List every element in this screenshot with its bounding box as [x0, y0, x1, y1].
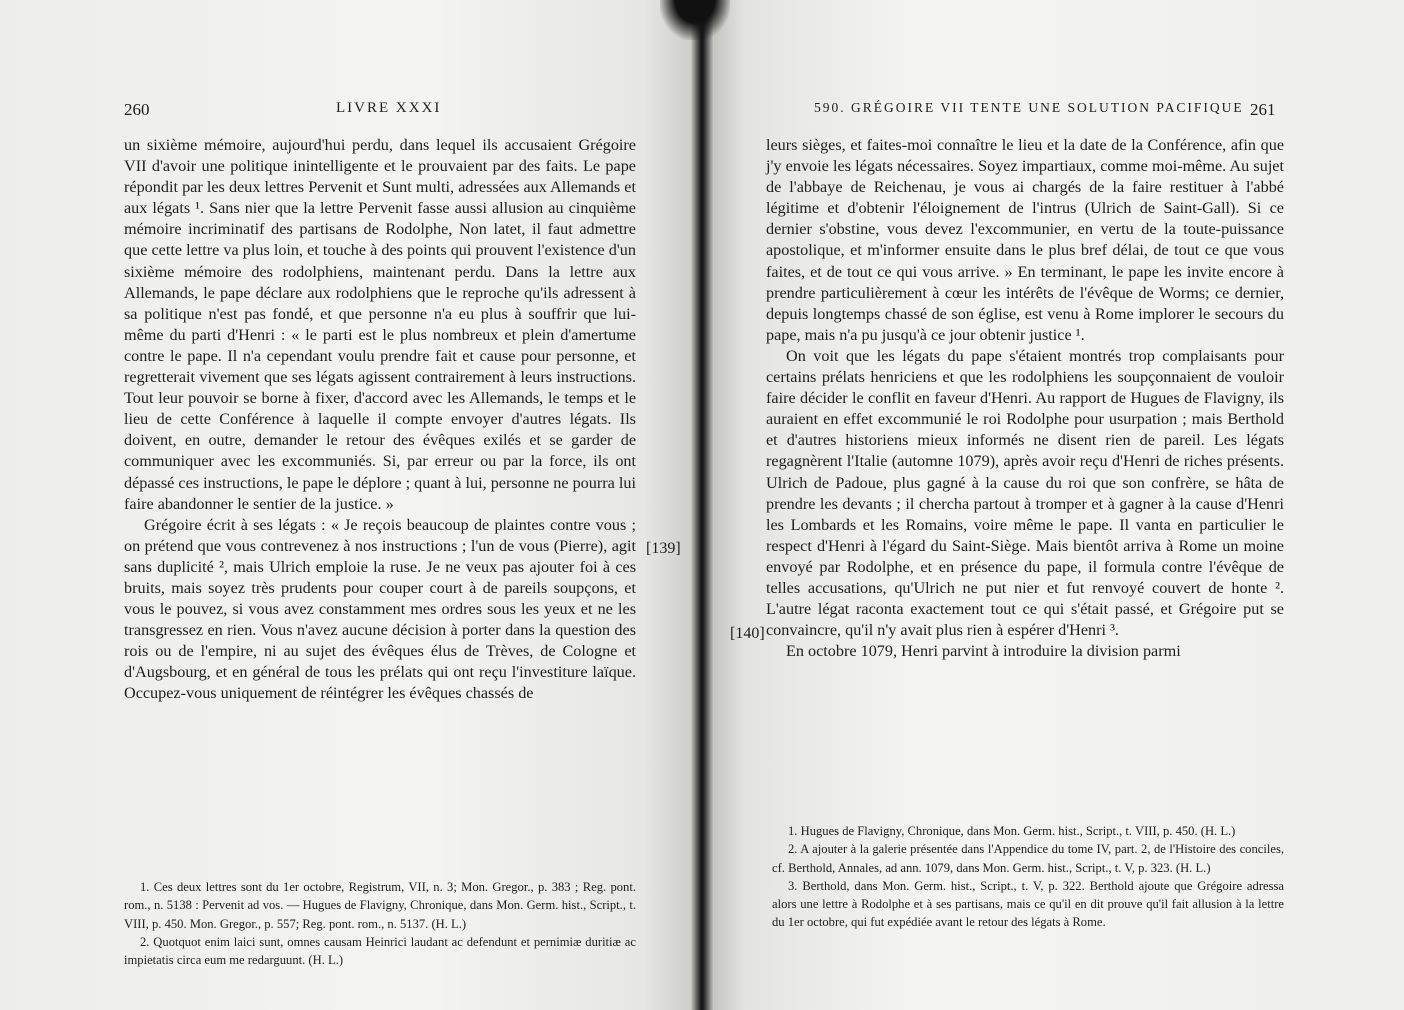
paragraph: On voit que les légats du pape s'étaient montrés trop complaisants pour certains prélats henriciens et que les rodolphiens les soupçonnaient de vouloir faire décider le conflit en faveur d'Henri. Au rapport de Hugues de Flavigny, ils auraient en effet excommunié le roi Rodolphe pour usurpation ; mais Berthold et d'autres historiens mieux informés ne disent rien de pareil. Les légats regagnèrent l'Italie (automne 1079), après avoir reçu d'Henri de riches présents. Ulrich de Padoue, plus gagné à la cause du roi que son confrère, se hâta de prendre les devants ; il chercha partout à tromper et à gagner à la cause d'Henri les Lombards et les Romains, voire même le pape. Il vanta en particulier le respect d'Henri à l'égard du Saint-Siège. Mais bientôt arriva à Rome un moine envoyé par Rodolphe, et en présence du pape, il formula contre l'évêque de telles accusations, qu'Ulrich ne put nier et fut renvoyé couvert de honte ². L'autre légat raconta exactement tout ce qui s'était passé, et Grégoire put se convaincre, qu'il n'y avait plus rien à espérer d'Henri ³. [766, 346, 1284, 640]
margin-reference: [140] [730, 625, 765, 642]
footnote: 1. Ces deux lettres sont du 1er octobre, Registrum, VII, n. 3; Mon. Gregor., p. 383 ; Reg. pont. rom., n. 5138 : Pervenit ad vos. — Hugues de Flavigny, Chronique, dans Mon. Germ. hist., Script., t. VIII, p. 450. Mon. Gregor., p. 557; Reg. pont. rom., n. 5137. (H. L.) [124, 880, 636, 931]
paragraph: Grégoire écrit à ses légats : « Je reçois beaucoup de plaintes contre vous ; on prétend que vous contrevenez à nos instructions ; l'un de vous (Pierre), agit sans duplicité ², mais Ulrich emploie la ruse. Je ne veux pas ajouter foi à ces bruits, mais soyez très prudents pour couper court à de pareils soupçons, et vous le pouvez, si vous avez constamment mes ordres sous les yeux et ne les transgressez en rien. Vous n'avez aucune décision à porter dans la question des rois ou de l'empire, ni au sujet des évêques élus de Trèves, de Cologne et d'Augsbourg, et en général de tous les prélats qui ont reçu l'investiture laïque. Occupez-vous uniquement de réintégrer les évêques chassés de [124, 515, 636, 703]
footnotes [772, 822, 1284, 932]
footnotes [124, 878, 636, 969]
left-page [0, 0, 700, 1010]
footnote: 3. Berthold, dans Mon. Germ. hist., Script., t. V, p. 322. Berthold ajoute que Grégoire adressa alors une lettre à Rodolphe et à ses partisans, mais ce qu'il en dit prouve qu'il fait allusion à la lettre du 1er octobre, qui fut expédiée avant le retour des légats à Rome. [772, 878, 1284, 930]
page-number: 261 [1250, 100, 1276, 119]
footnote: 2. A ajouter à la galerie présentée dans l'Appendice du tome IV, part. 2, de l'Histoire des conciles, cf. Berthold, Annales, ad ann. 1079, dans Mon. Germ. hist., Script., t. V, p. 323. (H. L.) [772, 842, 1284, 875]
right-page [704, 0, 1404, 1010]
running-head: LIVRE XXXI [336, 100, 442, 116]
page-number: 260 [124, 100, 150, 119]
footnote: 1. Hugues de Flavigny, Chronique, dans Mon. Germ. hist., Script., t. VIII, p. 450. (H. L.) [788, 824, 1236, 838]
book-gutter [690, 0, 714, 1010]
margin-reference: [139] [646, 540, 681, 557]
body-text [766, 135, 1284, 662]
paragraph: En octobre 1079, Henri parvint à introduire la division parmi [786, 642, 1181, 661]
gutter-shadow [660, 0, 730, 40]
paragraph: leurs sièges, et faites-moi connaître le lieu et la date de la Conférence, afin que j'y envoie les légats nécessaires. Soyez impartiaux, comme moi-même. Au sujet de l'abbaye de Reichenau, je vous ai chargés de la faire restituer à l'abbé légitime et d'obtenir l'éloignement de l'intrus (Ulrich de Saint-Gall). Si ce dernier s'obstine, vous devez l'excommunier, en vertu de la toute-puissance apostolique, et m'informer ensuite dans le plus bref délai, de tout ce que vous faites, et de tout ce qui vous arrive. » En terminant, le pape les invite encore à prendre particulièrement à cœur les intérêts de l'évêque de Worms; ce dernier, depuis longtemps chassé de son église, est venu à Rome implorer le secours du pape, mais n'a pu jusqu'à ce jour obtenir justice ¹. [766, 136, 1284, 344]
body-text [124, 135, 636, 705]
footnote: 2. Quotquot enim laici sunt, omnes causam Heinrici laudant ac defendunt et pernimiæ duritiæ ac impietatis circa eum me redarguunt. (H. L.) [124, 934, 636, 968]
paragraph: un sixième mémoire, aujourd'hui perdu, dans lequel ils accusaient Grégoire VII d'avoir une politique inintelligente et le prouvaient par des faits. Le pape répondit par les deux lettres Pervenit et Sunt multi, adressées aux Allemands et aux légats ¹. Sans nier que la lettre Pervenit fasse aussi allusion au cinquième mémoire incriminatif des partisans de Rodolphe, Non latet, il faut admettre que cette lettre va plus loin, et touche à des points qui prouvent l'existence d'un sixième mémoire des rodolphiens, maintenant perdu. Dans la lettre aux Allemands, le pape déclare aux rodolphiens que le reproche qu'ils adressent à sa politique n'est pas fondé, et que personne n'a eu plus à souffrir que lui-même du parti d'Henri : « le parti est le plus nombreux et plein d'amertume contre le pape. Il n'a cependant voulu prendre fait et cause pour personne, et regretterait vivement que ses légats agissent contrairement à leurs instructions. Tout leur pouvoir se borne à fixer, d'accord avec les Allemands, le temps et le lieu de cette Conférence à laquelle il compte envoyer d'autres légats. Ils doivent, en outre, demander le retour des évêques exilés et se garder de communiquer avec les excommuniés. Si, par erreur ou par la force, ils ont dépassé ces instructions, le pape le déplore ; quant à lui, personne ne pourra lui faire abandonner le sentier de la justice. » [124, 136, 636, 513]
running-head: 590. GRÉGOIRE VII TENTE UNE SOLUTION PACIFIQUE [814, 100, 1244, 115]
